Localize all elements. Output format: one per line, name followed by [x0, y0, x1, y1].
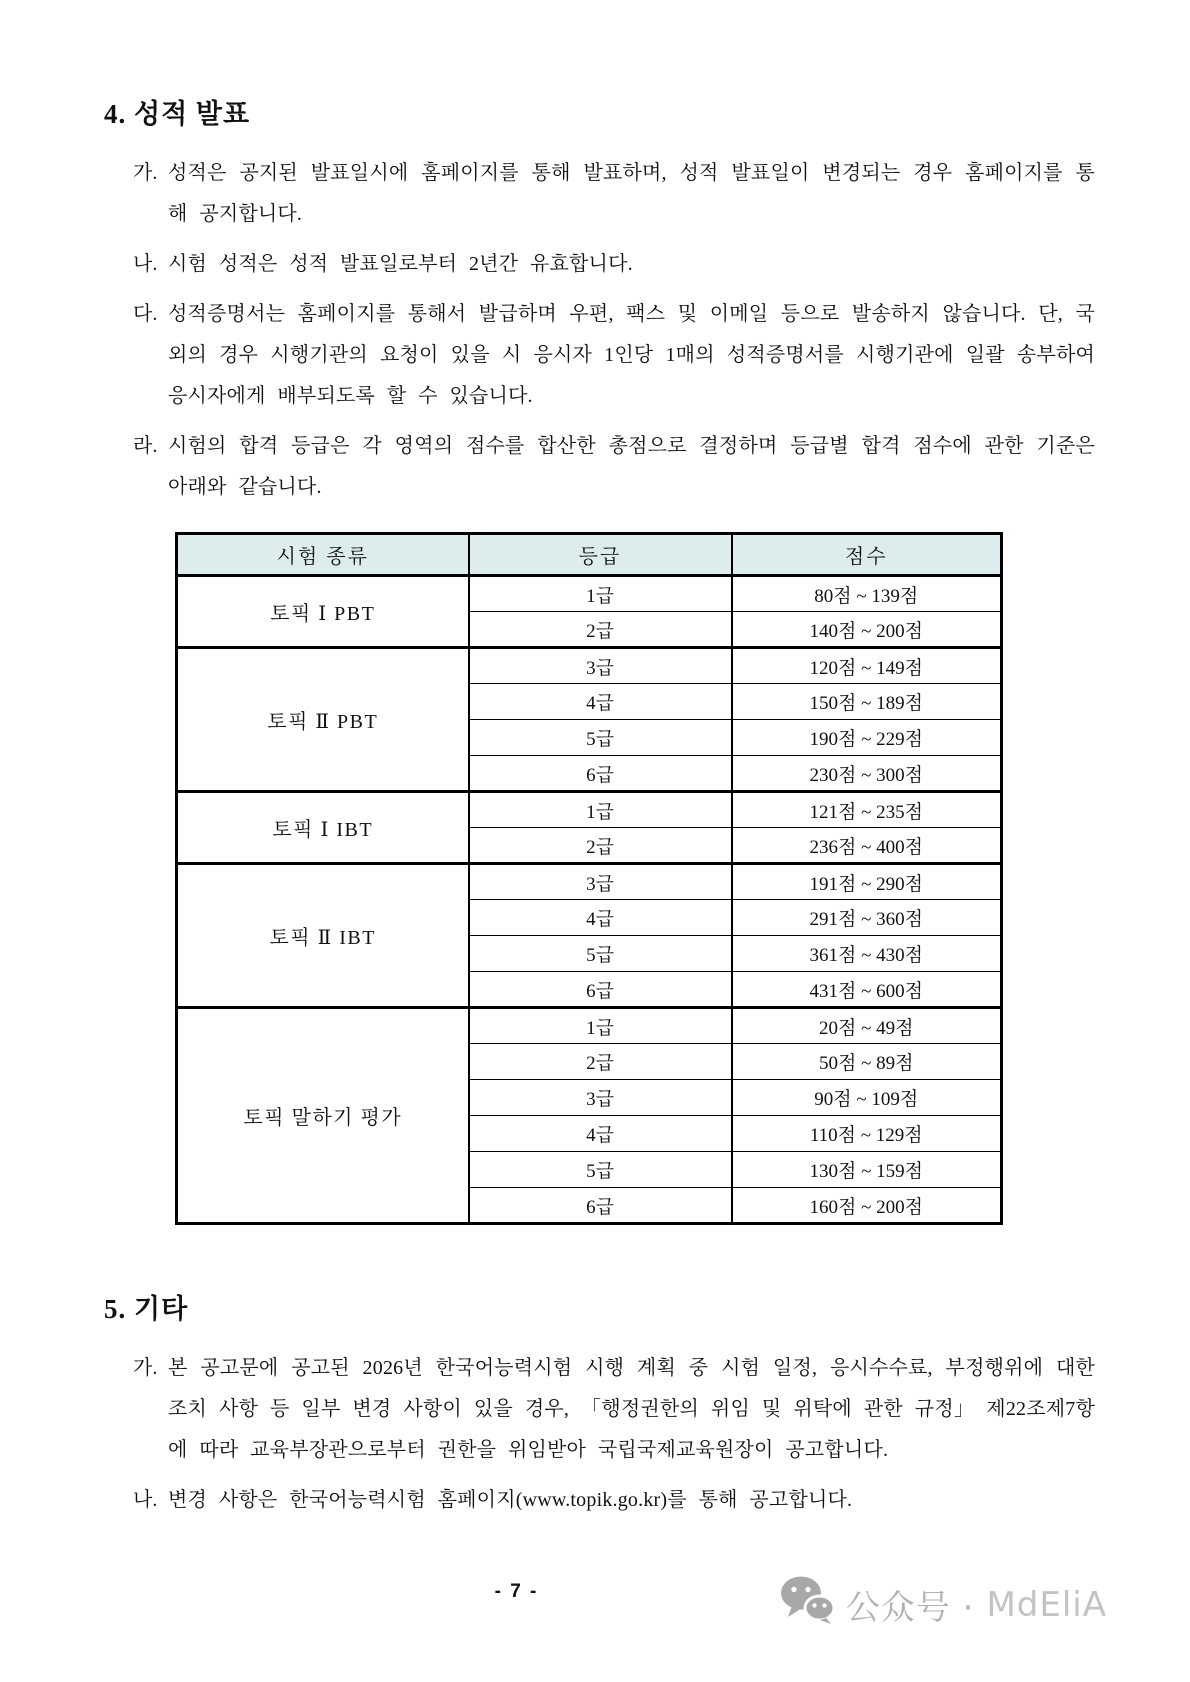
table-row — [177, 864, 1002, 900]
list-item-ra — [104, 426, 1095, 508]
section5-title: 5. 기타 — [104, 1294, 189, 1324]
score-cell: 90점 ~ 109점 — [732, 1080, 1002, 1116]
section4-items — [104, 153, 1095, 508]
item-text: 변경 사항은 한국어능력시험 홈페이지(www.topik.go.kr)를 통해 공고합니다. — [168, 1489, 853, 1511]
score-criteria-table — [175, 532, 1003, 1225]
grade-cell: 2급 — [469, 612, 732, 648]
wechat-icon — [780, 1575, 834, 1634]
score-cell: 80점 ~ 139점 — [732, 576, 1002, 612]
grade-cell: 1급 — [469, 792, 732, 828]
item-text: 시험 성적은 성적 발표일로부터 2년간 유효합니다. — [168, 253, 633, 275]
col-header-score: 점수 — [732, 534, 1002, 576]
score-cell: 291점 ~ 360점 — [732, 900, 1002, 936]
score-cell: 431점 ~ 600점 — [732, 972, 1002, 1008]
grade-cell: 3급 — [469, 648, 732, 684]
page-footer — [104, 1567, 1107, 1628]
exam-type-cell: 토픽 말하기 평가 — [177, 1008, 469, 1224]
grade-cell: 4급 — [469, 1116, 732, 1152]
grade-cell: 1급 — [469, 576, 732, 612]
score-cell: 50점 ~ 89점 — [732, 1044, 1002, 1080]
section4-title: 4. 성적 발표 — [104, 99, 251, 129]
list-item-ga — [104, 1348, 1095, 1471]
exam-type-cell: 토픽 Ⅱ PBT — [177, 648, 469, 792]
score-cell: 120점 ~ 149점 — [732, 648, 1002, 684]
watermark-text: 公众号 · — [845, 1588, 975, 1628]
item-marker: 나. — [133, 1489, 158, 1511]
table-row — [177, 1008, 1002, 1044]
item-marker: 나. — [133, 253, 158, 275]
score-cell: 130점 ~ 159점 — [732, 1152, 1002, 1188]
item-text: 성적증명서는 홈페이지를 통해서 발급하며 우편, 팩스 및 이메일 등으로 발송하지 않습니다. 단, 국외의 경우 시행기관의 요청이 있을 시 응시자 1인당 1매의 성적증명서를 시행기관에 일괄 송부하여 응시자에게 배부되도록 할 수 있습니다. — [168, 303, 1095, 407]
watermark — [780, 1575, 1107, 1634]
col-header-grade: 등급 — [469, 534, 732, 576]
grade-cell: 5급 — [469, 936, 732, 972]
grade-cell: 3급 — [469, 864, 732, 900]
watermark-brand: MdEliA — [986, 1584, 1107, 1625]
score-cell: 110점 ~ 129점 — [732, 1116, 1002, 1152]
exam-type-cell: 토픽 Ⅰ PBT — [177, 576, 469, 648]
score-cell: 191점 ~ 290점 — [732, 864, 1002, 900]
table-row — [177, 792, 1002, 828]
item-marker: 다. — [133, 303, 158, 325]
grade-cell: 2급 — [469, 828, 732, 864]
item-marker: 가. — [133, 162, 158, 184]
item-text: 본 공고문에 공고된 2026년 한국어능력시험 시행 계획 중 시험 일정, 응시수수료, 부정행위에 대한 조치 사항 등 일부 변경 사항이 있을 경우, 「행정권한의 위임 및 위탁에 관한 규정」 제22조제7항에 따라 교육부장관으로부터 권한을 위임받아 국립국제교육원장이 공고합니다. — [168, 1357, 1095, 1461]
grade-cell: 6급 — [469, 1188, 732, 1224]
header-row — [177, 534, 1002, 576]
grade-cell: 4급 — [469, 900, 732, 936]
grade-cell: 6급 — [469, 756, 732, 792]
table-body — [177, 576, 1002, 1224]
section5-items — [104, 1348, 1095, 1521]
grade-cell: 3급 — [469, 1080, 732, 1116]
exam-type-cell: 토픽 Ⅱ IBT — [177, 864, 469, 1008]
grade-cell: 2급 — [469, 1044, 732, 1080]
page-number: - 7 - — [494, 1581, 539, 1602]
table-row — [177, 576, 1002, 612]
grade-cell: 6급 — [469, 972, 732, 1008]
score-cell: 150점 ~ 189점 — [732, 684, 1002, 720]
table-row — [177, 648, 1002, 684]
table-header — [177, 534, 1002, 576]
grade-cell: 1급 — [469, 1008, 732, 1044]
grade-cell: 5급 — [469, 1152, 732, 1188]
score-cell: 230점 ~ 300점 — [732, 756, 1002, 792]
list-item-da — [104, 294, 1095, 417]
item-text: 성적은 공지된 발표일시에 홈페이지를 통해 발표하며, 성적 발표일이 변경되는 경우 홈페이지를 통해 공지합니다. — [168, 162, 1095, 225]
score-cell: 121점 ~ 235점 — [732, 792, 1002, 828]
score-cell: 140점 ~ 200점 — [732, 612, 1002, 648]
list-item-na — [104, 1480, 1095, 1521]
item-marker: 라. — [133, 435, 158, 457]
list-item-na — [104, 244, 1095, 285]
grade-cell: 5급 — [469, 720, 732, 756]
item-marker: 가. — [133, 1357, 158, 1379]
score-cell: 361점 ~ 430점 — [732, 936, 1002, 972]
col-header-exam-type: 시험 종류 — [177, 534, 469, 576]
score-cell: 160점 ~ 200점 — [732, 1188, 1002, 1224]
score-cell: 190점 ~ 229점 — [732, 720, 1002, 756]
item-text: 시험의 합격 등급은 각 영역의 점수를 합산한 총점으로 결정하며 등급별 합격 점수에 관한 기준은 아래와 같습니다. — [168, 435, 1095, 498]
score-cell: 20점 ~ 49점 — [732, 1008, 1002, 1044]
grade-cell: 4급 — [469, 684, 732, 720]
list-item-ga — [104, 153, 1095, 235]
exam-type-cell: 토픽 Ⅰ IBT — [177, 792, 469, 864]
score-cell: 236점 ~ 400점 — [732, 828, 1002, 864]
